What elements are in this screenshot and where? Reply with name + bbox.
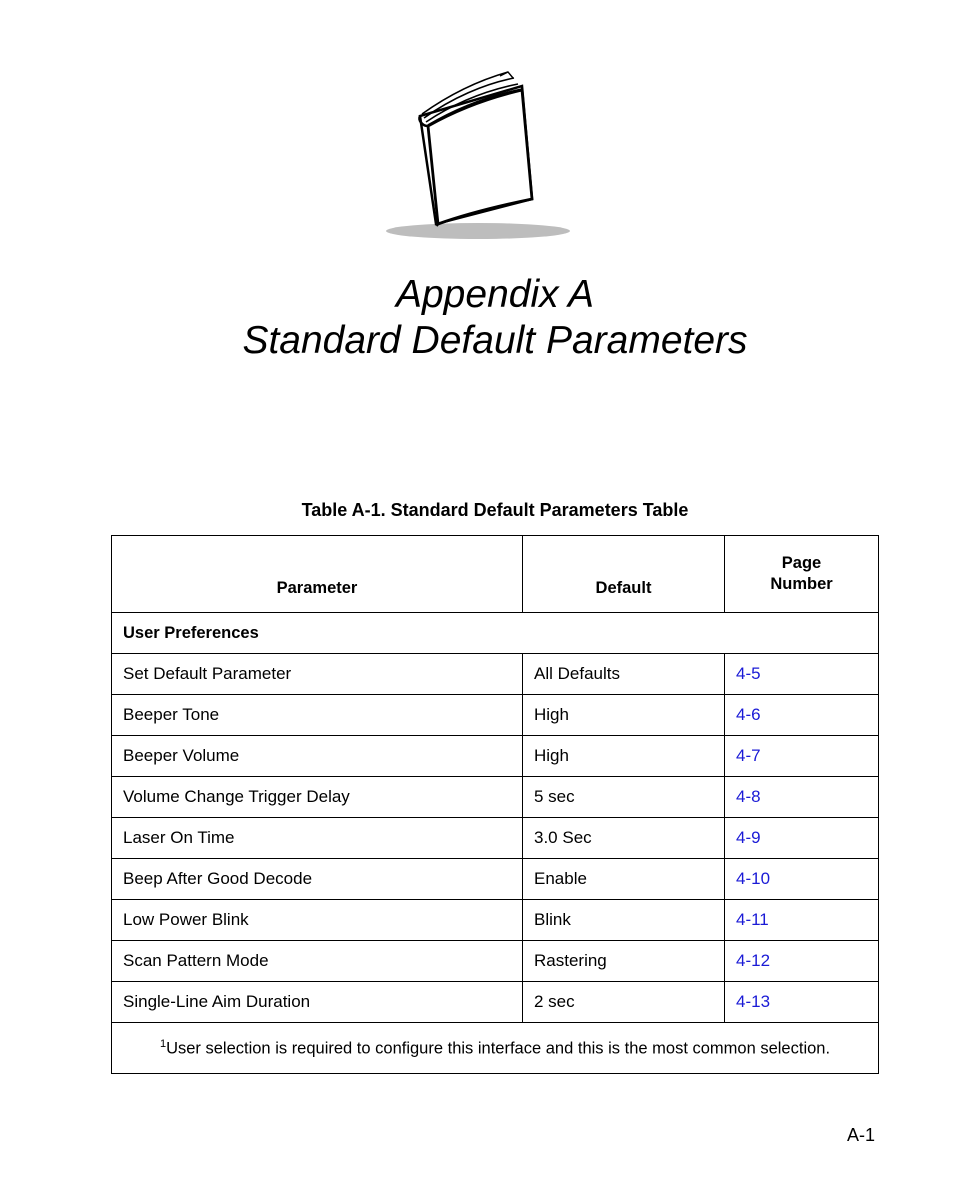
table-row [112,736,879,777]
table-row [112,818,879,859]
page-link[interactable]: 4-13 [725,982,879,1023]
header-page-number [725,536,879,613]
page-number: A-1 [846,1125,875,1145]
header-page-line2: Number [770,575,833,593]
parameter-cell: Volume Change Trigger Delay [112,777,523,818]
appendix-subtitle: Standard Default Parameters [242,319,748,362]
table-row [112,695,879,736]
page-link[interactable]: 4-8 [725,777,879,818]
table-row [112,859,879,900]
table-row [112,941,879,982]
page-link[interactable]: 4-11 [725,900,879,941]
table-row [112,900,879,941]
default-cell: 2 sec [523,982,725,1023]
footnote-cell [112,1023,879,1074]
parameter-cell: Beep After Good Decode [112,859,523,900]
table-row [112,982,879,1023]
default-cell: High [523,695,725,736]
table-row [112,654,879,695]
default-cell: 5 sec [523,777,725,818]
page-link[interactable]: 4-10 [725,859,879,900]
parameter-cell: Set Default Parameter [112,654,523,695]
page-link[interactable]: 4-6 [725,695,879,736]
appendix-title: Appendix A [395,273,595,316]
footnote-row [112,1023,879,1074]
parameter-cell: Low Power Blink [112,900,523,941]
default-cell: 3.0 Sec [523,818,725,859]
book-icon [380,64,580,244]
header-default: Default [523,536,725,613]
section-row [112,613,879,654]
parameter-cell: Beeper Volume [112,736,523,777]
parameter-cell: Laser On Time [112,818,523,859]
parameter-cell: Scan Pattern Mode [112,941,523,982]
default-cell: Rastering [523,941,725,982]
table-row [112,777,879,818]
parameter-cell: Single-Line Aim Duration [112,982,523,1023]
page-link[interactable]: 4-5 [725,654,879,695]
table-header-row [112,536,879,613]
default-cell: Blink [523,900,725,941]
default-cell: All Defaults [523,654,725,695]
page-link[interactable]: 4-12 [725,941,879,982]
header-page-line1: Page [781,554,822,572]
section-label: User Preferences [112,613,879,654]
header-parameter: Parameter [112,536,523,613]
parameters-table [111,535,879,1074]
page-link[interactable]: 4-9 [725,818,879,859]
footnote-marker: 1 [159,1037,167,1050]
page-link[interactable]: 4-7 [725,736,879,777]
parameter-cell: Beeper Tone [112,695,523,736]
default-cell: Enable [523,859,725,900]
table-caption: Table A-1. Standard Default Parameters Table [301,500,689,520]
footnote-text: User selection is required to configure this interface and this is the most common selection. [166,1039,831,1058]
default-cell: High [523,736,725,777]
